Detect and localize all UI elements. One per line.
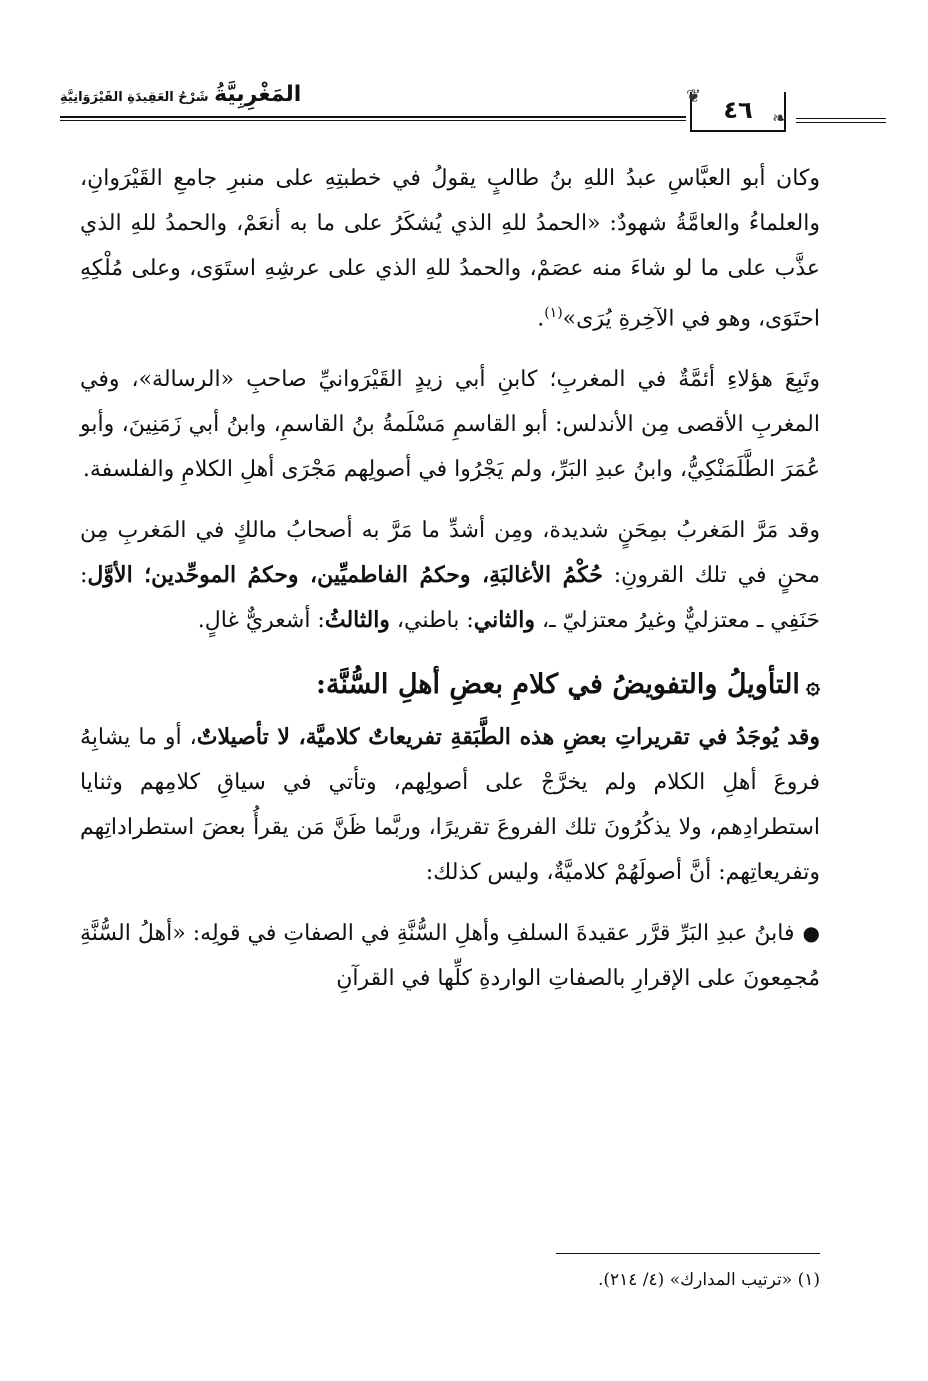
text-run: وتَبِعَ هؤلاءِ أئمَّةٌ في المغربِ؛ كابنِ أبي زيدٍ القَيْرَوانيِّ صاحبِ «الرسالة»، وفي المغربِ الأقصى مِن الأندلس: أبو القاسمِ مَسْلَمةُ بنُ القاسمِ، وابنُ أبي زَمَنِينَ، وأبو عُمَرَ الطَّلَمَنْكِيُّ، وابنُ عبدِ البَرِّ، ولم يَجْرُوا في أصولِهم مَجْرَى أهلِ الكلامِ والفلسفة.	[80, 367, 820, 483]
paragraph	[80, 156, 820, 341]
ornament-icon: ❧	[772, 108, 788, 129]
bold-text: والثاني	[473, 607, 535, 634]
section-paragraph	[80, 715, 820, 895]
text-run: : حَنَفِي ـ معتزليٌّ وغيرُ معتزليّ ـ،	[80, 563, 820, 634]
running-title-sub: شَرْحُ العَقِيدَةِ القَيْرَوَانِيَّةِ	[60, 90, 209, 105]
ornament-icon: ❦	[686, 86, 702, 107]
footnote-separator	[556, 1253, 820, 1254]
section-heading	[80, 659, 820, 711]
text-run: ، أو ما يشابِهُ فروعَ أهلِ الكلام ولم يخرَّجْ على أصولِهم، وتأتي في سياقِ كلامِهم وثنايا استطرادِهم، ولا يذكُرُونَ تلك الفروعَ تقريرًا، وربَّما ظَنَّ مَن يقرأُ بعضَ استطراداتِهم وتفريعاتِهم: أنَّ أصولَهُمْ كلاميَّةٌ، وليس كذلك:	[80, 725, 820, 886]
header-rule-right-thin	[796, 122, 886, 123]
bold-text: وقد يُوجَدُ في تقريراتِ بعضِ هذه الطَّبَقةِ تفريعاتٌ كلاميَّة، لا تأصيلاتٌ	[196, 724, 820, 751]
section-mark-icon: ۞	[805, 670, 820, 700]
text-run: وقد مَرَّ المَغربُ بمِحَنٍ شديدة، ومِن أشدِّ ما مَرَّ به أصحابُ مالكٍ في المَغربِ مِن محنٍ في تلك القرونِ:	[80, 518, 820, 589]
bullet-item	[80, 911, 820, 1001]
paragraph	[80, 357, 820, 492]
page-header	[60, 78, 820, 134]
section-heading-text: التأويلُ والتفويضُ في كلامِ بعضِ أهلِ السُّنَّة:	[316, 669, 800, 701]
header-rule-thin	[60, 120, 686, 121]
running-title-main: المَغْرِبِيَّةُ	[214, 82, 302, 107]
bold-text: حُكْمُ الأغالبَةِ، وحكمُ الفاطميِّين، وحكمُ الموحِّدين؛ الأوَّل	[87, 562, 603, 589]
bullet-icon: ●	[802, 921, 820, 946]
text-run: : باطني،	[389, 608, 474, 634]
text-run: (١)	[544, 305, 563, 321]
text-run: : أشعريٌّ غالٍ.	[197, 608, 325, 634]
paragraph	[80, 508, 820, 643]
bold-text: والثالثُ	[324, 607, 390, 634]
page-body	[80, 156, 820, 1001]
text-run: .	[537, 306, 545, 332]
bullet-text: فابنُ عبدِ البَرِّ قرَّر عقيدةَ السلفِ وأهلِ السُّنَّةِ في الصفاتِ في قولِه: «أهلُ السُّنَّةِ مُجمِعونَ على الإقرارِ بالصفاتِ الواردةِ كلِّها في القرآنِ	[80, 921, 820, 992]
page-number: ٤٦	[723, 96, 753, 124]
header-rule-right	[796, 118, 886, 119]
running-title	[60, 82, 360, 107]
footnote: (١) «ترتيب المدارك» (٤/ ٢١٤).	[597, 1270, 820, 1290]
header-rule	[60, 116, 686, 118]
text-run: وكان أبو العبَّاسِ عبدُ اللهِ بنُ طالبٍ يقولُ في خطبتِهِ على منبرِ جامعِ القَيْرَوانِ، والعلماءُ والعامَّةُ شهودٌ: «الحمدُ للهِ الذي يُشكَرُ على ما به أنعَمْ، والحمدُ للهِ الذي عذَّب على ما لو شاءَ منه عصَمْ، والحمدُ للهِ الذي على عرشِهِ استَوَى، وعلى مُلْكِهِ احتَوَى، وهو في الآخِرةِ يُرَى»	[80, 166, 821, 332]
